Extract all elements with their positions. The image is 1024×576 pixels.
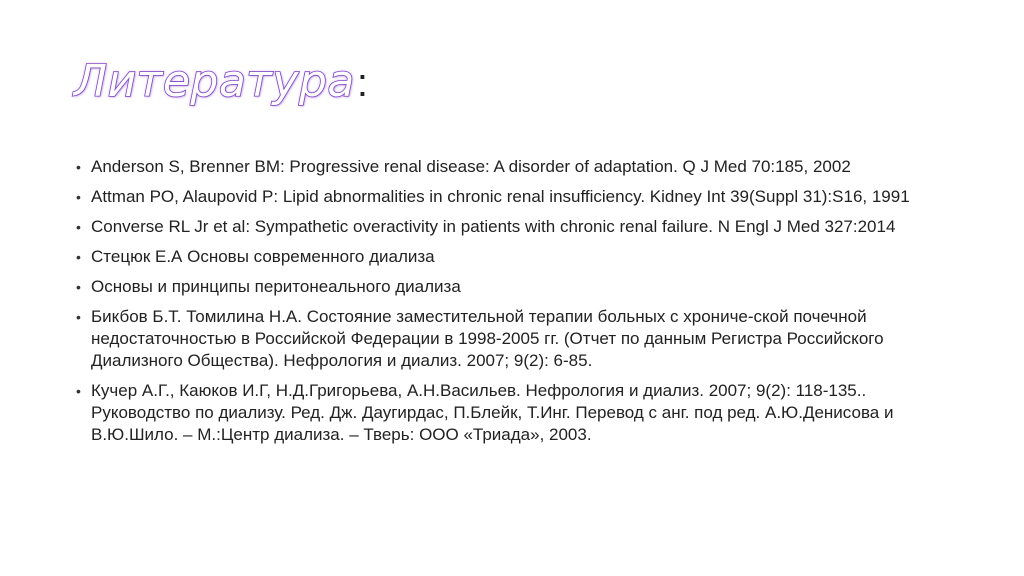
reference-list [76,156,956,454]
reference-item [76,276,956,298]
reference-item [76,156,956,178]
bullet-icon: • [76,249,81,265]
reference-text: Converse RL Jr et al: Sympathetic overactivity in patients with chronic renal failure. N Engl J Med 327:2014 [91,217,896,236]
bullet-icon: • [76,383,81,399]
reference-text: Anderson S, Brenner BM: Progressive renal disease: A disorder of adaptation. Q J Med 70:185, 2002 [91,157,851,176]
reference-item [76,216,956,238]
reference-text: Attman PO, Alaupovid P: Lipid abnormalities in chronic renal insufficiency. Kidney Int 39(Suppl 31):S16, 1991 [91,187,910,206]
bullet-icon: • [76,309,81,325]
title-colon: : [356,61,368,105]
reference-item [76,246,956,268]
reference-item [76,186,956,208]
reference-item [76,306,956,372]
slide-title [74,56,368,107]
bullet-icon: • [76,159,81,175]
bullet-icon: • [76,279,81,295]
title-text: Литература [74,56,355,107]
bullet-icon: • [76,189,81,205]
reference-item [76,380,956,446]
reference-text: Стецюк Е.А Основы современного диализа [91,247,435,266]
reference-text: Бикбов Б.Т. Томилина Н.А. Состояние заместительной терапии больных с хрониче-ской почечной недостаточностью в Российской Федерации в 1998-2005 гг. (Отчет по данным Регистра Российского Диализного Общества). Нефрология и диализ. 2007; 9(2): 6-85. [91,307,884,370]
reference-text: Кучер А.Г., Каюков И.Г, Н.Д.Григорьева, А.Н.Васильев. Нефрология и диализ. 2007; 9(2): 118-135.. Руководство по диализу. Ред. Дж. Даугирдас, П.Блейк, Т.Инг. Перевод с анг. под ред. А.Ю.Денисова и В.Ю.Шило. – М.:Центр диализа. – Тверь: ООО «Триада», 2003. [91,381,894,444]
reference-text: Основы и принципы перитонеального диализа [91,277,461,296]
bullet-icon: • [76,219,81,235]
